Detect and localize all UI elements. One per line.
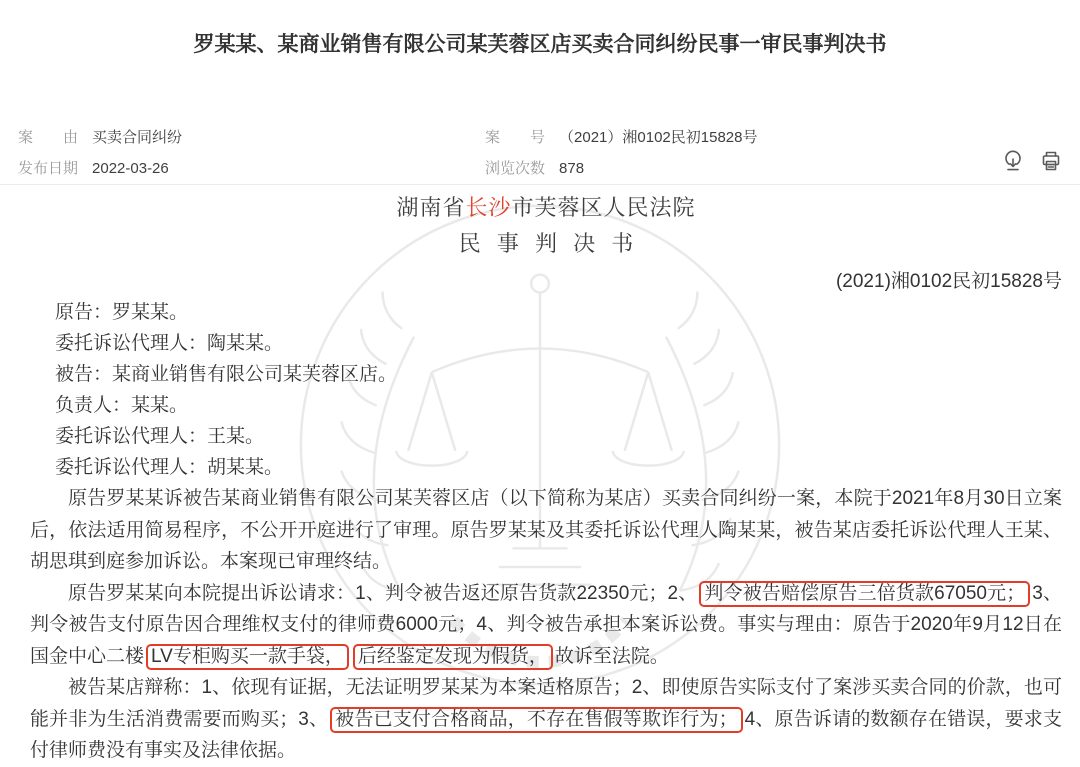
document-type-heading: 民 事 判 决 书 bbox=[458, 231, 639, 257]
meta-publish-date-label: 发布日期 bbox=[18, 160, 79, 178]
meta-views-value: 878 bbox=[559, 160, 585, 178]
highlight-box: 后经鉴定发现为假货， bbox=[353, 644, 553, 670]
meta-views-label: 浏览次数 bbox=[485, 160, 546, 178]
meta-case-number-value: （2021）湘0102民初15828号 bbox=[559, 129, 758, 147]
meta-grid bbox=[18, 129, 1062, 178]
party-line: 委托诉讼代理人：陶某某。 bbox=[55, 333, 284, 355]
court-name-suffix: 市芙蓉区人民法院 bbox=[511, 195, 696, 221]
meta-case-cause-value: 买卖合同纠纷 bbox=[92, 129, 183, 147]
meta-case-cause-label: 案 由 bbox=[18, 129, 79, 147]
text-segment: 故诉至法院。 bbox=[554, 645, 669, 667]
document-case-number: (2021)湘0102民初15828号 bbox=[835, 271, 1062, 293]
text-segment: 3、判令被告支付原告因合理维权支付的律师费6000元；4、判令被告承担本案诉讼费。事实与理由：原告于2020年9月12日在国金中心二楼 bbox=[30, 582, 1062, 667]
meta-section bbox=[0, 73, 1080, 185]
party-line: 被告：某商业销售有限公司某芙蓉区店。 bbox=[55, 364, 398, 386]
paragraph bbox=[30, 483, 1062, 578]
meta-actions bbox=[1000, 148, 1064, 174]
download-button[interactable] bbox=[1000, 148, 1026, 174]
meta-case-cause bbox=[18, 129, 485, 147]
meta-case-number bbox=[485, 129, 1062, 147]
meta-publish-date bbox=[18, 160, 485, 178]
page-title: 罗某某、某商业销售有限公司某芙蓉区店买卖合同纠纷民事一审民事判决书 bbox=[193, 33, 887, 57]
highlight-box: 被告已支付合格商品，不存在售假等欺诈行为； bbox=[330, 707, 742, 733]
judgment-page bbox=[0, 14, 1080, 762]
court-name bbox=[30, 193, 1062, 223]
party-list bbox=[30, 297, 1062, 483]
court-name-city-highlight: 长沙 bbox=[465, 195, 512, 221]
party-line: 原告：罗某某。 bbox=[55, 302, 189, 324]
court-name-prefix: 湖南省 bbox=[396, 195, 466, 221]
highlight-box: LV专柜购买一款手袋， bbox=[146, 644, 349, 670]
meta-views bbox=[485, 160, 1062, 178]
party-line: 委托诉讼代理人：胡某某。 bbox=[55, 457, 284, 479]
document-body bbox=[0, 185, 1080, 767]
download-icon bbox=[1001, 149, 1025, 173]
highlight-box: 判令被告赔偿原告三倍货款67050元； bbox=[699, 581, 1030, 607]
meta-publish-date-value: 2022-03-26 bbox=[92, 160, 169, 178]
paragraph bbox=[30, 672, 1062, 767]
paragraph bbox=[30, 578, 1062, 673]
text-segment: 原告罗某某向本院提出诉讼请求：1、判令被告返还原告货款22350元；2、 bbox=[68, 582, 698, 604]
text-segment: 4、原告诉请的数额存在错误，要求支付律师费没有事实及法律依据。 bbox=[30, 708, 1062, 762]
meta-case-number-label: 案 号 bbox=[485, 129, 546, 147]
document-content bbox=[30, 193, 1062, 767]
party-line: 负责人：某某。 bbox=[55, 395, 189, 417]
text-segment: 原告罗某某诉被告某商业销售有限公司某芙蓉区店（以下简称为某店）买卖合同纠纷一案，本院于2021年8月30日立案后，依法适用简易程序，不公开开庭进行了审理。原告罗某某及其委托诉讼代理人陶某某，被告某店委托诉讼代理人王某、胡思琪到庭参加诉讼。本案现已审理终结。 bbox=[30, 488, 1062, 573]
paragraph-list bbox=[30, 483, 1062, 767]
printer-icon bbox=[1039, 149, 1063, 173]
text-segment: 被告某店辩称：1、依现有证据，无法证明罗某某为本案适格原告；2、即使原告实际支付了案涉买卖合同的价款，也可能并非为生活消费需要而购买；3、 bbox=[30, 677, 1062, 730]
party-line: 委托诉讼代理人：王某。 bbox=[55, 426, 265, 448]
print-button[interactable] bbox=[1038, 148, 1064, 174]
